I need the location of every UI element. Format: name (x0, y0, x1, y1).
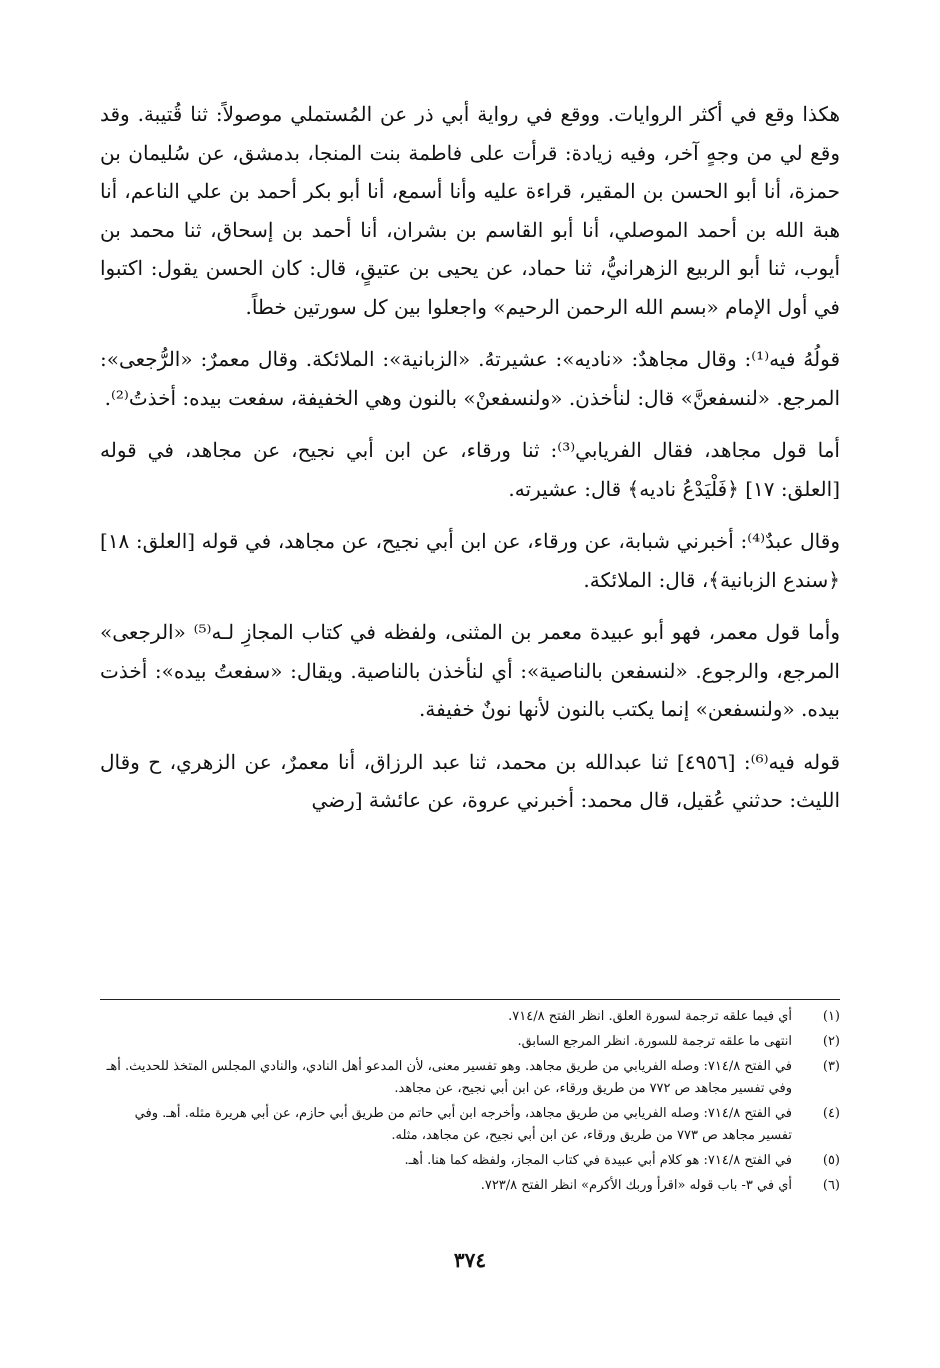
footnote (100, 1031, 840, 1053)
footnote-number: (٤) (822, 1106, 840, 1121)
footnote-text: انتهى ما علقه ترجمة للسورة. انظر المرجع السابق. (517, 1034, 792, 1049)
footnote (100, 1175, 840, 1197)
body-paragraph: هكذا وقع في أكثر الروايات. ووقع في رواية أبي ذر عن المُستملي موصولاً: ثنا قُتيبة. وقد وقع لي من وجهٍ آخر، وفيه زيادة: قرأت على فاطمة بنت المنجا، بدمشق، عن سُليمان بن حمزة، أنا أبو الحسن بن المقير، قراءة عليه وأنا أسمع، أنا أبو بكر أحمد بن علي الناعم، أنا هبة الله بن أحمد الموصلي، أنا أبو القاسم بن بشران، أنا أحمد بن إسحاق، ثنا محمد بن أيوب، ثنا أبو الربيع الزهرانيُّ، ثنا حماد، عن يحيى بن عتيقٍ، قال: كان الحسن يقول: اكتبوا في أول الإمام «بسم الله الرحمن الرحيم» واجعلوا بين كل سورتين خطاً. (100, 102, 840, 319)
footnote-text: أي فيما علقه ترجمة لسورة العلق. انظر الفتح ٧١٤/٨. (508, 1009, 792, 1024)
footnote-text: أي في ٣- باب قوله «اقرأ وربك الأكرم» انظر الفتح ٧٢٣/٨. (480, 1178, 792, 1193)
footnote (100, 1150, 840, 1172)
footnote-text: في الفتح ٧١٤/٨: وصله الفريابي من طريق مجاهد. وهو تفسير معنى، لأن المدعو أهل النادي، والنادي المجلس المتخذ للحديث. أهـ وفي تفسير مجاهد ص ٧٧٢ من طريق ورقاء، عن ابن أبي نجيح، عن مجاهد. (106, 1059, 792, 1096)
footnote-number: (٢) (822, 1034, 840, 1049)
body-paragraph: أما قول مجاهد، فقال الفريابي⁽³⁾: ثنا ورقاء، عن ابن أبي نجيح، عن مجاهد، في قوله [العلق: ١٧] ﴿فَلْيَدْعُ ناديه﴾ قال: عشيرته. (100, 438, 840, 501)
body-paragraph: قوله فيه⁽⁶⁾: [٤٩٥٦] ثنا عبدالله بن محمد، ثنا عبد الرزاق، أنا معمرٌ، عن الزهري، ح وقال الليث: حدثني عُقيل، قال محمد: أخبرني عروة، عن عائشة [رضي (100, 749, 840, 812)
footnote-text: في الفتح ٧١٤/٨: هو كلام أبي عبيدة في كتاب المجاز، ولفظه كما هنا. أهـ. (404, 1153, 792, 1168)
footnote (100, 1006, 840, 1028)
footnote-number: (١) (822, 1009, 840, 1024)
main-text (100, 95, 840, 820)
body-paragraph: وقال عبدٌ⁽⁴⁾: أخبرني شبابة، عن ورقاء، عن ابن أبي نجيح، عن مجاهد، في قوله [العلق: ١٨] ﴿سندع الزبانية﴾، قال: الملائكة. (100, 529, 840, 592)
footnote-number: (٥) (822, 1153, 840, 1168)
footnotes (100, 999, 840, 1200)
body-paragraph: وأما قول معمر، فهو أبو عبيدة معمر بن المثنى، ولفظه في كتاب المجازِ لـه⁽⁵⁾ «الرجعى» المرجع، والرجوع. «لنسفعن بالناصية»: أي لنأخذن بالناصية. ويقال: «سفعتُ بيده»: أخذت بيده. «ولنسفعن» إنما يكتب بالنون لأنها نونٌ خفيفة. (100, 620, 840, 721)
footnote-number: (٦) (822, 1178, 840, 1193)
footnote (100, 1056, 840, 1100)
body-paragraph: قولُهُ فيه⁽¹⁾: وقال مجاهدٌ: «ناديه»: عشيرتهُ. «الزبانية»: الملائكة. وقال معمرٌ: «الرُّجعى»: المرجع. «لنسفعنَّ» قال: لنأخذن. «ولنسفعنْ» بالنون وهي الخفيفة، سفعت بيده: أخذتُ⁽²⁾. (100, 347, 841, 410)
footnote (100, 1103, 840, 1147)
page-number: ٣٧٤ (453, 1248, 487, 1272)
footnote-number: (٣) (822, 1059, 840, 1074)
footnote-text: في الفتح ٧١٤/٨: وصله الفريابي من طريق مجاهد، وأخرجه ابن أبي حاتم من طريق أبي حازم، عن أبي هريرة مثله. أهـ. وفي تفسير مجاهد ص ٧٧٣ من طريق ورقاء، عن ابن أبي نجيح، عن مجاهد، مثله. (134, 1106, 792, 1143)
